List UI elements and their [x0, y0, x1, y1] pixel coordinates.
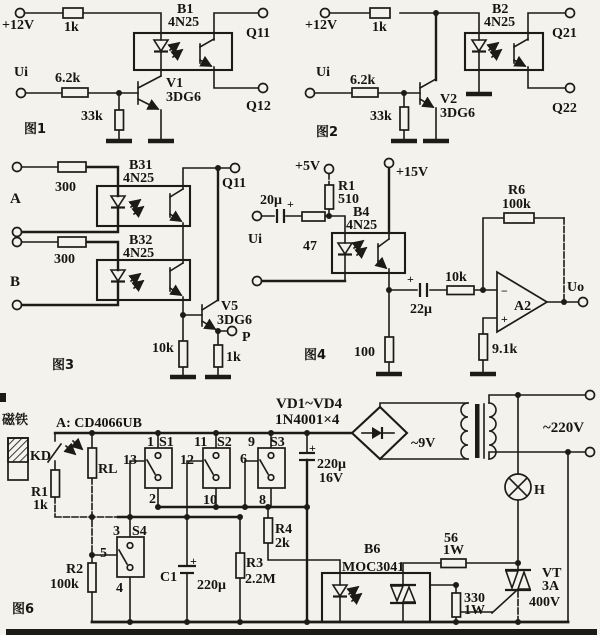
fig3-title: 图3	[52, 358, 75, 373]
fig6-r4-label: R4	[275, 522, 293, 537]
resistor-r3-2-2m	[236, 553, 245, 578]
fig4-input-label: Ui	[248, 232, 262, 247]
junction-dot	[242, 504, 248, 510]
fig4-rbias-label: R1	[338, 179, 356, 194]
fig2-vcc-label: +12V	[305, 18, 338, 33]
terminal	[13, 228, 22, 237]
junction-dot	[89, 552, 95, 558]
resistor-r2-100k	[88, 563, 96, 592]
junction-dot	[453, 619, 459, 625]
fig1-circuit	[2, 2, 271, 141]
fig6-c2-v-label: 16V	[319, 471, 344, 486]
led-icon	[154, 40, 168, 52]
light-arrows-icon	[66, 441, 82, 454]
terminal	[17, 89, 26, 98]
magnet-hatched-half	[8, 438, 28, 462]
fig1-opto-type-label: 4N25	[168, 15, 200, 30]
fig2-rtop-label: 1k	[372, 20, 387, 35]
terminal	[566, 9, 575, 18]
fig4-rfb-label: R6	[508, 183, 526, 198]
resistor-10k	[179, 341, 188, 367]
phototransistor-icon	[378, 239, 389, 268]
light-arrows-icon	[489, 43, 501, 57]
transistor-v5	[202, 300, 218, 329]
terminal	[586, 391, 595, 400]
led-icon	[111, 270, 125, 282]
fig4-cout-label: 22μ	[410, 302, 432, 317]
terminal	[259, 84, 268, 93]
fig6-kd-label: KD	[30, 449, 51, 464]
junction-dot	[215, 165, 221, 171]
opamp-plus-sign: +	[501, 312, 508, 326]
fig6-r4-val-label: 2k	[275, 536, 290, 551]
fig6-triac-label: VT	[542, 566, 562, 581]
fig2-out2-label: Q22	[552, 101, 577, 116]
fig6-diodes-type-label: 1N4001×4	[275, 412, 340, 428]
triac-vt-icon	[505, 570, 531, 590]
fig2-circuit	[305, 2, 577, 141]
junction-dot	[561, 299, 567, 305]
fig1-q-label: V1	[166, 76, 184, 91]
junction-dot	[326, 213, 332, 219]
fig2-rin-label: 6.2k	[350, 73, 376, 88]
led-icon	[333, 585, 347, 597]
fig6-pin8-label: 8	[259, 493, 266, 508]
junction-dot	[565, 449, 571, 455]
fig1-rbase-label: 33k	[81, 109, 103, 124]
fig1-input-label: Ui	[14, 65, 28, 80]
junction-dot	[515, 560, 521, 566]
fig6-diodes-label: VD1~VD4	[276, 396, 343, 412]
fig3-p-label: P	[242, 330, 251, 345]
terminal	[16, 9, 25, 18]
fig3-opto1-label: B31	[129, 158, 153, 173]
fig6-r5-w-label: 1W	[443, 543, 464, 558]
junction-dot	[304, 504, 310, 510]
fig1-out1-label: Q11	[246, 26, 271, 41]
terminal	[579, 298, 588, 307]
phototransistor-icon	[170, 263, 183, 295]
led-icon	[111, 196, 125, 208]
fig6-c2-val-label: 220μ	[317, 457, 346, 472]
fig4-rin-label: 47	[303, 239, 317, 254]
fig6-r3-label: R3	[246, 556, 264, 571]
fig4-amp-label: A2	[514, 299, 532, 314]
fig6-magnet-label: 磁铁	[2, 413, 29, 428]
fig4-output-label: Uo	[567, 280, 585, 295]
fig3-ro-label: 1k	[226, 350, 241, 365]
fig3-inb-label: B	[10, 274, 21, 290]
fig2-rbase-label: 33k	[370, 109, 392, 124]
resistor-r1-510	[325, 185, 334, 209]
fig6-pin4-label: 4	[116, 581, 123, 596]
fig1-vcc-label: +12V	[2, 18, 35, 33]
fig6-r1-label: R1	[31, 485, 49, 500]
fig6-s2-label: S2	[217, 435, 232, 450]
resistor-6-2k	[352, 88, 378, 97]
fig3-thick-wires	[22, 167, 218, 305]
junction-dot	[515, 619, 521, 625]
fig6-r1-val-label: 1k	[33, 498, 48, 513]
photoresistor-rl	[88, 448, 97, 478]
fig3-opto2-label: B32	[129, 233, 153, 248]
fig4-rfb-val-label: 100k	[502, 197, 531, 212]
fig4-rplus-label: 9.1k	[492, 342, 518, 357]
switch-s3	[258, 448, 285, 488]
resistor-56	[441, 559, 466, 568]
resistor-300b	[58, 237, 86, 247]
switch-s2	[203, 448, 230, 488]
junction-dot	[116, 90, 122, 96]
lamp-h	[505, 474, 531, 500]
junction-dot	[304, 619, 310, 625]
light-arrows-icon	[170, 43, 182, 57]
junction-dot	[480, 287, 486, 293]
resistor-300a	[58, 162, 86, 172]
fig1-rin-label: 6.2k	[55, 71, 81, 86]
fig3-wires	[21, 167, 231, 377]
fig6-pin9-label: 9	[248, 435, 255, 450]
fig4-rseries-label: 10k	[445, 270, 467, 285]
switch-s1	[145, 448, 172, 488]
terminal	[13, 238, 22, 247]
fig6-pin11-label: 11	[194, 435, 208, 450]
resistor-1k	[63, 8, 83, 18]
junction-dot	[237, 619, 243, 625]
fig6-title: 图6	[12, 602, 35, 617]
fig6-opto-label: B6	[364, 542, 381, 557]
fig4-opto-label: B4	[353, 205, 370, 220]
terminal	[13, 163, 22, 172]
terminal	[259, 9, 268, 18]
light-arrows-icon	[349, 587, 361, 601]
fig6-r2-val-label: 100k	[50, 577, 79, 592]
fig6-ic-label: A: CD4066UB	[56, 416, 142, 431]
resistor-33k	[400, 107, 409, 130]
terminal	[586, 448, 595, 457]
fig6-ac-low-label: ~9V	[411, 436, 436, 451]
fig4-vbias-label: +5V	[295, 159, 321, 174]
fig6-pin6-label: 6	[240, 452, 247, 467]
fig4-circuit	[248, 159, 588, 375]
led-icon	[472, 40, 486, 52]
fig2-input-label: Ui	[316, 65, 330, 80]
bridge-rectifier	[352, 407, 407, 459]
fig6-triac-a-label: 3A	[542, 579, 560, 594]
opamp-minus-sign: −	[501, 284, 508, 298]
fig6-pin2-label: 2	[149, 492, 156, 507]
fig6-c1-val-label: 220μ	[197, 578, 226, 593]
fig4-vsupply-label: +15V	[396, 165, 429, 180]
fig6-pin5-label: 5	[100, 546, 107, 561]
fig6-ac-mains-label: ~220V	[543, 420, 585, 436]
junction-dot	[401, 90, 407, 96]
fig2-q-label: V2	[440, 92, 458, 107]
transistor-v1	[138, 76, 161, 109]
resistor-330	[452, 593, 461, 617]
fig2-out1-label: Q21	[552, 26, 577, 41]
fig6-pin12-label: 12	[180, 453, 194, 468]
fig6-c1-label: C1	[160, 570, 178, 585]
resistor-33k	[115, 110, 124, 130]
fig6-pin13-label: 13	[123, 453, 137, 468]
junction-dot	[304, 430, 310, 436]
resistor-10k	[447, 286, 474, 295]
fig6-triac-v-label: 400V	[529, 595, 561, 610]
fig4-cin-label: 20μ	[260, 193, 282, 208]
junction-dot	[453, 582, 459, 588]
resistor-r4-2k	[264, 518, 273, 543]
fig1-title: 图1	[24, 122, 47, 137]
fig6-r3-val-label: 2.2M	[245, 572, 276, 587]
junction-dot	[180, 312, 186, 318]
fig6-r6-w-label: 1W	[464, 603, 485, 618]
fig6-s3-label: S3	[270, 435, 285, 450]
junction-dot	[89, 514, 95, 520]
junction-dot	[127, 514, 133, 520]
cap-plus-sign: +	[309, 441, 316, 455]
junction-dot	[433, 10, 439, 16]
junction-dot	[184, 619, 190, 625]
fig2-opto-label: B2	[492, 2, 509, 17]
terminal	[306, 89, 315, 98]
phototransistor-icon	[514, 39, 528, 66]
resistor-47	[302, 212, 325, 221]
fig3-qtype-label: 3DG6	[217, 313, 252, 328]
junction-dot	[184, 514, 190, 520]
resistor-100	[385, 337, 394, 362]
opto-triac-icon	[390, 585, 416, 603]
resistor-r6-100k	[504, 213, 534, 223]
fig6-pin10-label: 10	[203, 493, 217, 508]
scan-edge-mark	[0, 393, 6, 402]
scan-bottom-strip	[6, 629, 597, 635]
fig1-rtop-label: 1k	[64, 20, 79, 35]
terminal	[321, 9, 330, 18]
junction-dot	[127, 619, 133, 625]
fig3-q-label: V5	[221, 299, 239, 314]
fig6-pin1-label: 1	[147, 435, 154, 450]
fig3-ina-label: A	[10, 191, 21, 207]
fig1-out2-label: Q12	[246, 99, 271, 114]
transistor-v2	[420, 79, 436, 107]
phototransistor-icon	[200, 39, 214, 66]
fig2-qtype-label: 3DG6	[440, 106, 475, 121]
fig3-opto1-type-label: 4N25	[123, 171, 155, 186]
fig6-s4-label: S4	[132, 524, 147, 539]
fig4-rshunt-label: 100	[354, 345, 375, 360]
transformer	[461, 403, 496, 459]
terminal	[13, 301, 22, 310]
cap-plus-sign: +	[407, 272, 414, 286]
resistor-1k	[370, 8, 390, 18]
fig2-title: 图2	[316, 125, 339, 140]
junction-dot	[386, 287, 392, 293]
terminal	[385, 159, 394, 168]
fig6-s1-label: S1	[159, 435, 174, 450]
fig6-r2-label: R2	[66, 562, 84, 577]
led-icon	[338, 243, 352, 255]
fig6-rl-label: RL	[98, 462, 118, 477]
fig3-rb-label: 300	[54, 252, 75, 267]
phototransistor-icon	[170, 189, 183, 221]
fig3-re-label: 10k	[152, 341, 174, 356]
optocoupler-b4-box	[332, 233, 405, 273]
fig2-opto-type-label: 4N25	[484, 15, 516, 30]
optocoupler-b32-box	[97, 260, 190, 300]
resistor-r1-1k	[51, 470, 60, 497]
fig3-ra-label: 300	[55, 180, 76, 195]
optocoupler-b1-box	[134, 33, 232, 70]
fig1-opto-label: B1	[177, 2, 194, 17]
fig6-circuit	[2, 391, 595, 626]
fig4-rbias-val-label: 510	[338, 192, 359, 207]
terminal	[253, 212, 262, 221]
fig6-r5-label: 56	[444, 531, 458, 546]
terminal	[231, 164, 240, 173]
junction-dot	[515, 392, 521, 398]
cap-plus-sign: +	[287, 197, 294, 211]
fig3-opto2-type-label: 4N25	[123, 246, 155, 261]
terminal	[325, 165, 334, 174]
fig1-qtype-label: 3DG6	[166, 90, 201, 105]
cap-plus-sign: +	[190, 554, 197, 568]
fig3-circuit	[10, 158, 252, 377]
switch-s4	[117, 537, 144, 577]
fig6-r6-label: 330	[464, 591, 485, 606]
fig4-title: 图4	[304, 348, 327, 363]
terminal	[253, 277, 262, 286]
resistor-9-1k	[479, 334, 488, 360]
terminal	[566, 84, 575, 93]
fig6-opto-type-label: MOC3041	[342, 560, 405, 575]
fig4-opto-type-label: 4N25	[346, 218, 378, 233]
fig6-lamp-label: H	[534, 483, 545, 498]
light-arrows-icon	[354, 241, 366, 255]
junction-dot	[237, 514, 243, 520]
junction-dot	[215, 328, 221, 334]
optocoupler-b31-box	[97, 186, 190, 226]
resistor-1k	[214, 345, 223, 367]
fig6-pin3-label: 3	[113, 524, 120, 539]
resistor-6-2k	[62, 88, 88, 97]
fig3-out-label: Q11	[222, 176, 247, 191]
